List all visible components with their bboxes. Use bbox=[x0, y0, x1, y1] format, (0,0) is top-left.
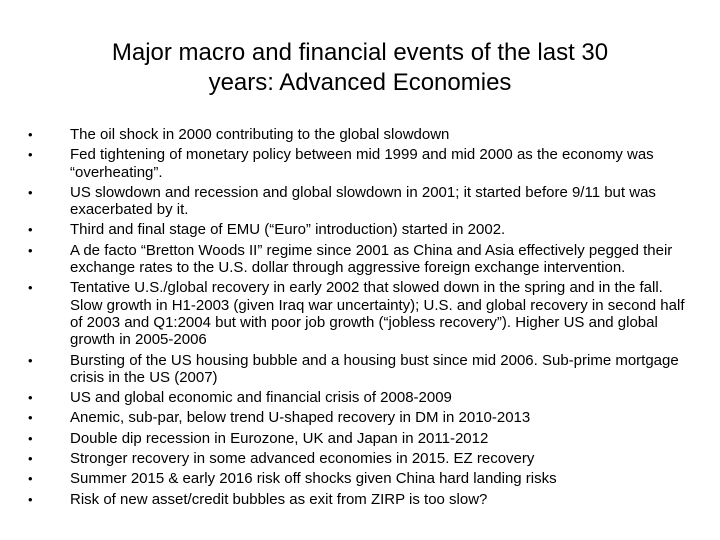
bullet-icon: • bbox=[28, 430, 33, 446]
bullet-text: Summer 2015 & early 2016 risk off shocks given China hard landing risks bbox=[70, 470, 557, 488]
bullet-text: Third and final stage of EMU (“Euro” introduction) started in 2002. bbox=[70, 221, 506, 239]
bullet-text: US slowdown and recession and global slowdown in 2001; it started before 9/11 but was exacerbated by it. bbox=[70, 183, 656, 219]
bullet-icon: • bbox=[28, 390, 33, 406]
bullet-text: Stronger recovery in some advanced economies in 2015. EZ recovery bbox=[70, 450, 535, 468]
bullet-item bbox=[28, 242, 698, 277]
bullet-icon: • bbox=[28, 491, 33, 507]
bullet-item bbox=[28, 450, 698, 467]
bullet-icon: • bbox=[28, 352, 33, 368]
bullet-text: A de facto “Bretton Woods II” regime since 2001 as China and Asia effectively pegged their exchange rates to the U.S. dollar through aggressive foreign exchange intervention. bbox=[70, 241, 673, 277]
bullet-icon: • bbox=[28, 222, 33, 238]
bullet-item bbox=[28, 389, 698, 406]
bullet-icon: • bbox=[28, 471, 33, 487]
bullet-icon: • bbox=[28, 184, 33, 200]
bullet-text: Anemic, sub-par, below trend U-shaped recovery in DM in 2010-2013 bbox=[70, 409, 531, 427]
bullet-icon: • bbox=[28, 127, 33, 142]
bullet-icon: • bbox=[28, 147, 33, 163]
slide-title bbox=[0, 38, 720, 98]
bullet-text: Double dip recession in Eurozone, UK and Japan in 2011-2012 bbox=[70, 429, 489, 447]
bullet-text: Bursting of the US housing bubble and a housing bust since mid 2006. Sub-prime mortgage crisis in the US (2007) bbox=[70, 351, 679, 386]
bullet-item bbox=[28, 184, 698, 219]
bullet-item bbox=[28, 470, 698, 487]
bullet-item bbox=[28, 409, 698, 426]
bullet-text: US and global economic and financial crisis of 2008-2009 bbox=[70, 389, 452, 407]
slide-title-line-2: years: Advanced Economies bbox=[208, 69, 512, 96]
bullet-text: The oil shock in 2000 contributing to the global slowdown bbox=[70, 126, 450, 143]
bullet-text: Risk of new asset/credit bubbles as exit from ZIRP is too slow? bbox=[70, 490, 488, 508]
bullet-item bbox=[28, 146, 698, 181]
bullet-list bbox=[28, 126, 698, 511]
bullet-icon: • bbox=[28, 280, 33, 296]
bullet-item bbox=[28, 126, 698, 143]
bullet-text: Fed tightening of monetary policy between mid 1999 and mid 2000 as the economy was “overheating”. bbox=[70, 146, 654, 181]
bullet-item bbox=[28, 352, 698, 387]
bullet-item bbox=[28, 221, 698, 238]
bullet-icon: • bbox=[28, 451, 33, 467]
bullet-icon: • bbox=[28, 242, 33, 258]
bullet-item bbox=[28, 279, 698, 348]
bullet-icon: • bbox=[28, 410, 33, 426]
bullet-item bbox=[28, 491, 698, 508]
bullet-item bbox=[28, 430, 698, 447]
slide-title-line-1: Major macro and financial events of the last 30 bbox=[111, 39, 609, 66]
bullet-text: Tentative U.S./global recovery in early 2002 that slowed down in the spring and in the fall. Slow growth in H1-2003 (given Iraq war uncertainty); U.S. and global recovery in second half of 2003 and Q1:2004 but with poor job growth (“jobless recovery”). Higher US and global growth in 2005-2006 bbox=[70, 279, 685, 349]
